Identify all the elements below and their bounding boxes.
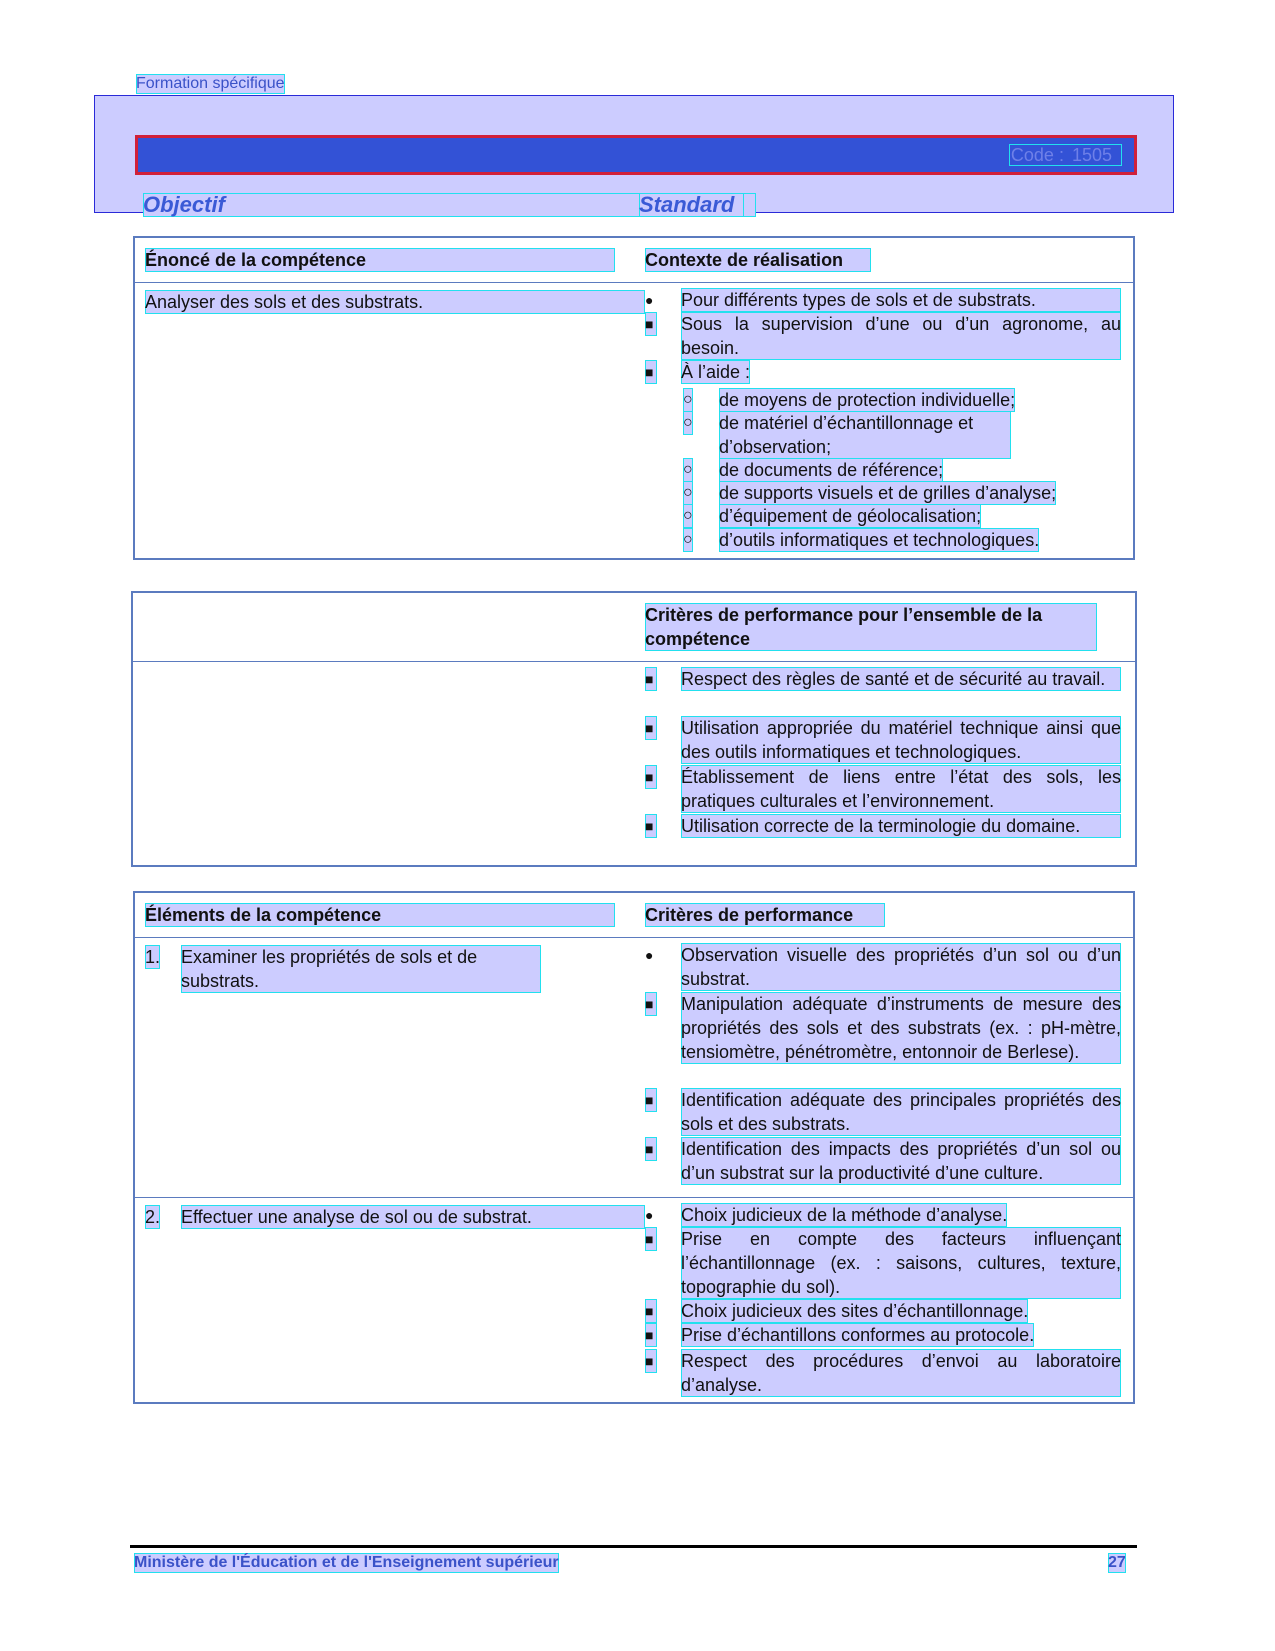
bullet-icon: ■ — [645, 992, 657, 1016]
criteria-item: ■ Prise d’échantillons conformes au protocole. — [645, 1325, 1035, 1345]
row-divider — [135, 937, 1133, 938]
bullet-icon: ■ — [645, 312, 657, 336]
bullet-icon: ■ — [645, 1349, 657, 1373]
footer-ministry: Ministère de l'Éducation et de l'Enseignement supérieur — [134, 1554, 559, 1571]
bullet-icon: ● — [645, 947, 654, 963]
code-value: 1505 — [1071, 145, 1112, 165]
elements-table — [133, 891, 1135, 1404]
statement-table — [133, 236, 1135, 560]
bullet-icon: ■ — [645, 1088, 657, 1112]
element-item: 1. Examiner les propriétés de sols et de substrats. — [145, 945, 645, 993]
page-number: 27 — [1108, 1554, 1126, 1571]
circle-bullet-icon: ○ — [683, 458, 693, 482]
code-bar — [135, 135, 1137, 175]
objective-heading: Objectif — [143, 193, 756, 217]
statement-header: Énoncé de la compétence — [145, 248, 615, 272]
bullet-icon: ■ — [645, 1137, 657, 1161]
circle-bullet-icon: ○ — [683, 504, 693, 528]
circle-bullet-icon: ○ — [683, 411, 693, 435]
criteria-item: ■ Identification adéquate des principales propriétés des sols et des substrats. — [645, 1090, 1121, 1134]
criteria-item: ■ Utilisation appropriée du matériel technique ainsi que des outils informatiques et technologiques. — [645, 718, 1121, 762]
sub-item: ○ d’outils informatiques et technologiques. — [683, 530, 1040, 550]
competence-statement: Analyser des sols et des substrats. — [145, 290, 645, 314]
bullet-icon: ■ — [645, 667, 657, 691]
code-label: Code : 1505 — [1009, 144, 1122, 166]
bullet-icon: ● — [645, 1207, 654, 1223]
criteria-header: Critères de performance — [645, 903, 885, 927]
context-header: Contexte de réalisation — [645, 248, 871, 272]
circle-bullet-icon: ○ — [683, 528, 693, 552]
criteria-item: ■ Manipulation adéquate d’instruments de mesure des propriétés des sols et des substrats (ex. : pH-mètre, tensiomètre, pénétromètre, entonnoir de Berlese). — [645, 994, 1121, 1062]
criteria-item: ■ Respect des procédures d’envoi au laboratoire d’analyse. — [645, 1351, 1121, 1395]
row-divider — [135, 282, 1133, 283]
criteria-item: ● Observation visuelle des propriétés d’un sol ou d’un substrat. — [645, 945, 1121, 989]
bullet-icon: ■ — [645, 1299, 657, 1323]
bullet-icon: ■ — [645, 1227, 657, 1251]
sub-item: ○ de supports visuels et de grilles d’analyse; — [683, 483, 1057, 503]
bullet-icon: ■ — [645, 765, 657, 789]
context-item: ● Pour différents types de sols et de substrats. — [645, 288, 1121, 312]
running-header: Formation spécifique — [136, 75, 285, 92]
criteria-item: ■ Choix judicieux des sites d’échantillonnage. — [645, 1301, 1029, 1321]
criteria-item: ■ Identification des impacts des propriétés d’un sol ou d’un substrat sur la productivité d’une culture. — [645, 1139, 1121, 1183]
sub-item: ○ de moyens de protection individuelle; — [683, 390, 1016, 410]
circle-bullet-icon: ○ — [683, 481, 693, 505]
bullet-icon: ● — [645, 292, 654, 308]
criteria-item: ■ Utilisation correcte de la terminologie du domaine. — [645, 814, 1121, 838]
row-divider — [135, 1197, 1133, 1198]
criteria-item: ■ Prise en compte des facteurs influençant l’échantillonnage (ex. : saisons, cultures, texture, topographie du sol). — [645, 1229, 1121, 1297]
bullet-icon: ■ — [645, 360, 657, 384]
criteria-item: ■ Respect des règles de santé et de sécurité au travail. — [645, 667, 1121, 691]
sub-item: ○ de matériel d’échantillonnage et d’observation; — [683, 411, 1011, 459]
criteria-item: ■ Établissement de liens entre l’état des sols, les pratiques culturales et l’environnement. — [645, 767, 1121, 811]
context-item: ■ Sous la supervision d’une ou d’un agronome, au besoin. — [645, 314, 1121, 358]
standard-heading: Standard — [639, 193, 744, 217]
bullet-icon: ■ — [645, 716, 657, 740]
footer-rule — [130, 1545, 1137, 1548]
overall-criteria-header: Critères de performance pour l’ensemble de la compétence — [645, 603, 1097, 651]
context-item: ■ À l’aide : — [645, 362, 751, 382]
bullet-icon: ■ — [645, 814, 657, 838]
elements-header: Éléments de la compétence — [145, 903, 615, 927]
sub-item: ○ de documents de référence; — [683, 460, 944, 480]
sub-item: ○ d’équipement de géolocalisation; — [683, 506, 982, 526]
row-divider — [133, 661, 1135, 662]
criteria-item: ● Choix judicieux de la méthode d’analyse. — [645, 1205, 1008, 1225]
overall-criteria-table — [131, 591, 1137, 867]
element-item: 2. Effectuer une analyse de sol ou de substrat. — [145, 1205, 645, 1229]
bullet-icon: ■ — [645, 1323, 657, 1347]
circle-bullet-icon: ○ — [683, 388, 693, 412]
